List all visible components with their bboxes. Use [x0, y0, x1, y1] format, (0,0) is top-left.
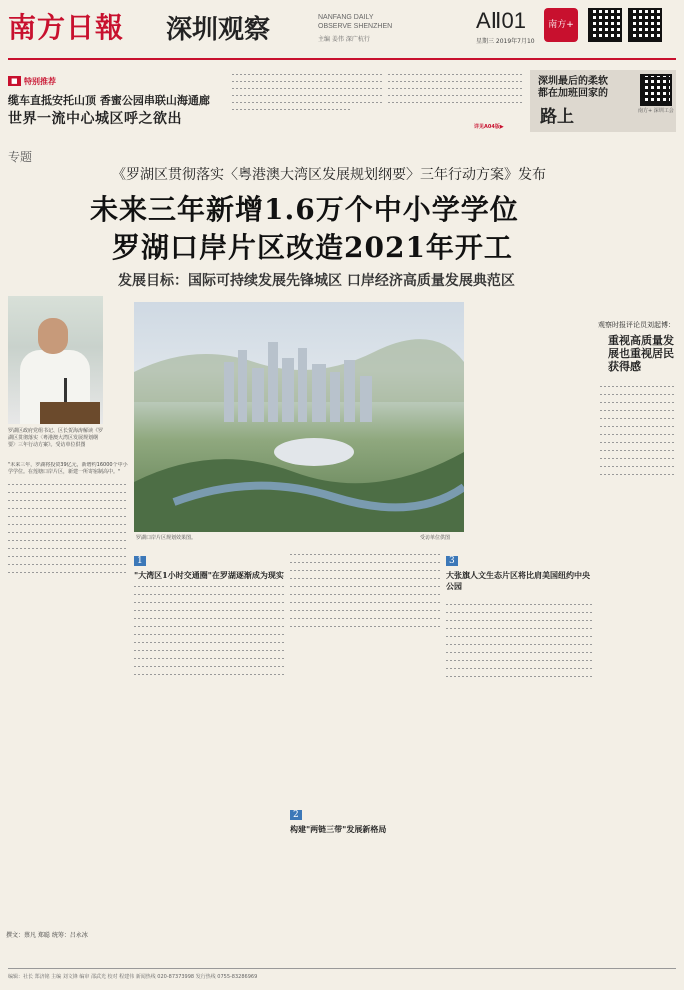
masthead-english: [318, 13, 392, 31]
section-1-heading: [134, 548, 284, 581]
section-2-title: 构建"两链三带"发展新格局: [290, 824, 387, 834]
portrait-caption: 罗湖区政府党组书记、区长贺海涛解读《罗湖区贯彻落实〈粤港澳大湾区发展规划纲要〉三年行动方案》。受访单位供图: [8, 428, 104, 448]
teaser-body-left: [232, 70, 382, 130]
teaser-line1[interactable]: 缆车直抵安托山顶 香蜜公园串联山海通廊: [8, 94, 210, 107]
photo-credit: 受访单位供图: [420, 535, 451, 541]
masthead-editor: 主编 姜伟 深广杭行: [318, 36, 370, 43]
promo-line1: 深圳最后的柔软: [538, 76, 608, 87]
teaser-tag: 特别推荐: [24, 77, 56, 86]
lead-column: [8, 462, 128, 922]
photo-caption: 罗湖口岸片区规划效果图。: [136, 535, 197, 541]
masthead-english-line2: OBSERVE SHENZHEN: [318, 23, 393, 30]
section-title: 深圳观察: [166, 15, 271, 45]
section-2-heading: [290, 802, 440, 835]
headline-secondary: 罗湖口岸片区改造2021年开工: [112, 231, 513, 264]
teaser-body-right: [388, 70, 524, 130]
teaser-continue-link[interactable]: 详见A04版▶: [474, 124, 504, 130]
section-3-body: [446, 598, 592, 928]
issue-date: 星期三 2019年7月10: [476, 38, 535, 45]
footer-text: 编辑：社长 郑济铭 主编 刘文锋 编审 邵武光 校对 程建伟 新闻热线 020-87373998 发行热线 0755-83286969: [8, 974, 258, 980]
qr-code-icon[interactable]: [628, 8, 662, 42]
promo-qr-caption: 南方+ 深圳工会: [638, 108, 674, 114]
section-2-number: 2: [290, 810, 302, 820]
section-label: 专题: [8, 150, 33, 164]
nanfang-plus-badge[interactable]: 南方+: [544, 8, 578, 42]
section-1-title: "大湾区1小时交通圈"在罗湖逐渐成为现实: [134, 570, 284, 580]
aerial-rendering-photo: [134, 302, 464, 532]
section-1-body: [134, 580, 284, 920]
page-number: AⅡ01: [476, 8, 526, 33]
headline-primary: 未来三年新增1.6万个中小学学位: [90, 193, 519, 226]
page-footer: [8, 968, 676, 985]
qr-code-icon[interactable]: [588, 8, 622, 42]
tag-icon: ■: [8, 76, 21, 86]
microphone-icon: [64, 378, 67, 402]
section-1-number: 1: [134, 556, 146, 566]
commentary-title[interactable]: 重视高质量发展也重视居民获得感: [608, 334, 674, 373]
middle-column-body: [290, 548, 440, 788]
qr-code-icon[interactable]: [640, 74, 672, 106]
skyline-graphic: [134, 302, 464, 532]
masthead-english-line1: NANFANG DAILY: [318, 14, 374, 21]
article-subhead: 《罗湖区贯彻落实〈粤港澳大湾区发展规划纲要〉三年行动方案》发布: [112, 167, 546, 183]
person-head: [38, 318, 68, 354]
section-3-heading: [446, 548, 592, 592]
teaser-line2[interactable]: 世界一流中心城区呼之欲出: [8, 111, 182, 127]
masthead-rule: [8, 58, 676, 60]
promo-line2: 都在加班回家的: [538, 88, 608, 99]
newspaper-logo: 南方日報: [8, 11, 125, 44]
promo-big: 路上: [540, 107, 574, 127]
masthead: [0, 0, 684, 56]
podium: [40, 402, 100, 424]
section-3-number: 3: [446, 556, 458, 566]
commentary-label: 观察时报评论员刘起博：: [598, 321, 675, 329]
section-3-title: 大张旗人文生态片区将比肩美国纽约中央公园: [446, 570, 590, 591]
article-goal: 发展目标：国际可持续发展先锋城区 口岸经济高质量发展典范区: [118, 273, 515, 289]
commentary-body: [600, 380, 676, 940]
editor-credit: 撰文：蔡凡 郑聪 统筹：吕永冰: [6, 932, 88, 939]
lead-paragraph: "未来三年，罗湖将投资39亿元，新增约16000个中小学学位。在莲塘口岸片区，新建一所寄宿制高中。": [8, 462, 128, 476]
